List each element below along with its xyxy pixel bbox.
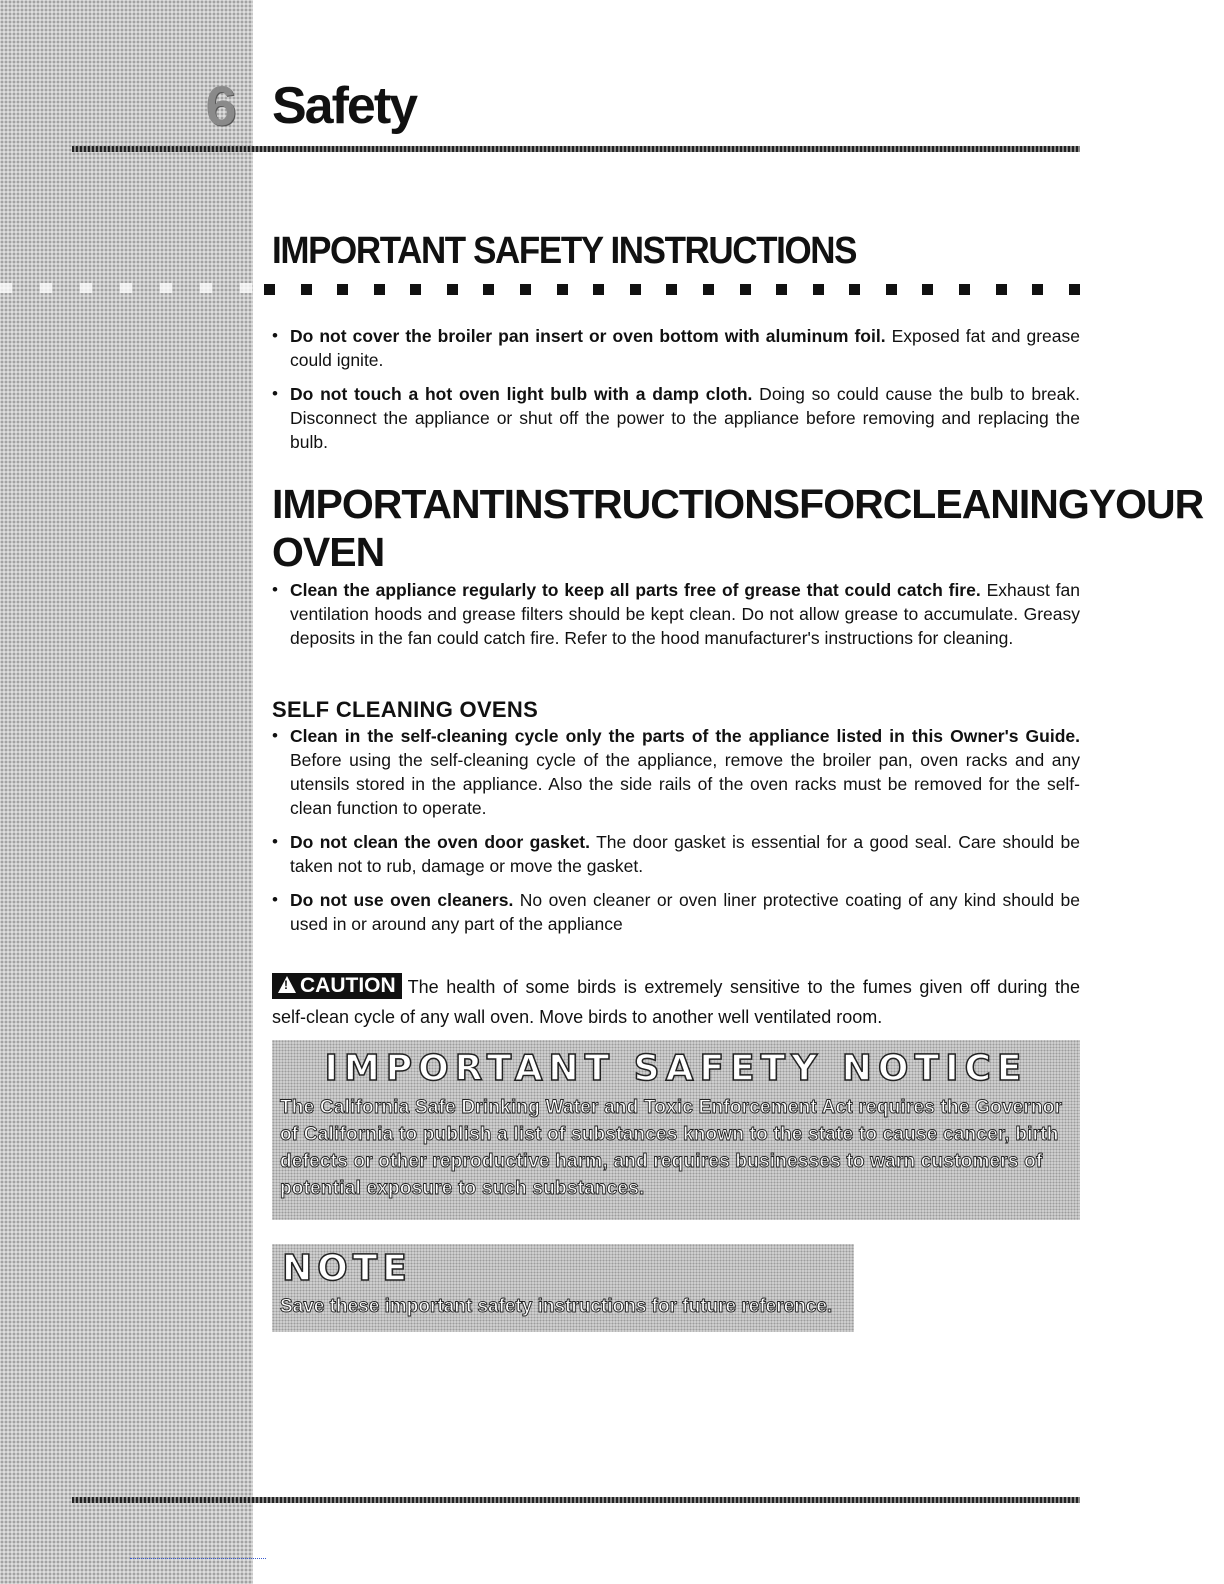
safety-notice-title: IMPORTANT SAFETY NOTICE [324, 1048, 1028, 1089]
bottom-rule [72, 1497, 1080, 1503]
safety-notice-text: The California Safe Drinking Water and Toxic Enforcement Act requires the Governor of California to publish a list of substances known to the state to cause cancer, birth defects or other reproductive harm, and requires businesses to warn customers of potential exposure to such substances. [280, 1097, 1063, 1199]
note-text: Save these important safety instructions for future reference. [280, 1296, 833, 1317]
safety-instructions-list [272, 324, 1080, 464]
top-rule [72, 146, 1080, 152]
warning-triangle-icon [278, 976, 296, 993]
cleaning-heading: IMPORTANT INSTRUCTIONS FOR CLEANING YOUR OVEN [272, 481, 1204, 575]
footer-dotted-line [130, 1558, 266, 1560]
safety-notice-box [272, 1040, 1080, 1220]
safety-instructions-heading: IMPORTANT SAFETY INSTRUCTIONS [272, 230, 857, 272]
self-cleaning-list [272, 724, 1080, 946]
sidebar-stripe [0, 283, 253, 293]
caution-badge: !CAUTION [272, 973, 402, 999]
page-number: 6 [205, 74, 237, 137]
list-item: • Do not touch a hot oven light bulb with a damp cloth. Doing so could cause the bulb to break. Disconnect the appliance or shut off the power to the appliance before removing and replacing the bulb. [272, 382, 1080, 454]
caution-paragraph [272, 972, 1080, 1032]
square-divider [264, 284, 1080, 296]
sidebar-halftone [0, 0, 253, 1584]
self-cleaning-heading: SELF CLEANING OVENS [272, 697, 539, 722]
note-box [272, 1244, 854, 1332]
note-title: NOTE [282, 1248, 412, 1289]
list-item: • Do not use oven cleaners. No oven cleaner or oven liner protective coating of any kind should be used in or around any part of the appliance [272, 888, 1080, 936]
caution-text: The health of some birds is extremely sensitive to the fumes given off during the self-clean cycle of any wall oven. Move birds to another well ventilated room. [272, 977, 1080, 1027]
cleaning-list [272, 578, 1080, 660]
list-item: • Clean the appliance regularly to keep all parts free of grease that could catch fire. Exhaust fan ventilation hoods and grease filters should be kept clean. Do not allow grease to accumulate. Greasy deposits in the fan could catch fire. Refer to the hood manufacturer's instructions for cleaning. [272, 578, 1080, 650]
list-item: • Do not clean the oven door gasket. The door gasket is essential for a good seal. Care should be taken not to rub, damage or move the gasket. [272, 830, 1080, 878]
page-title: Safety [272, 77, 417, 135]
list-item: • Do not cover the broiler pan insert or oven bottom with aluminum foil. Exposed fat and grease could ignite. [272, 324, 1080, 372]
list-item: • Clean in the self-cleaning cycle only the parts of the appliance listed in this Owner's Guide. Before using the self-cleaning cycle of the appliance, remove the broiler pan, oven racks and any utensils stored in the appliance. Also the side rails of the oven racks must be removed for the self-clean function to operate. [272, 724, 1080, 820]
